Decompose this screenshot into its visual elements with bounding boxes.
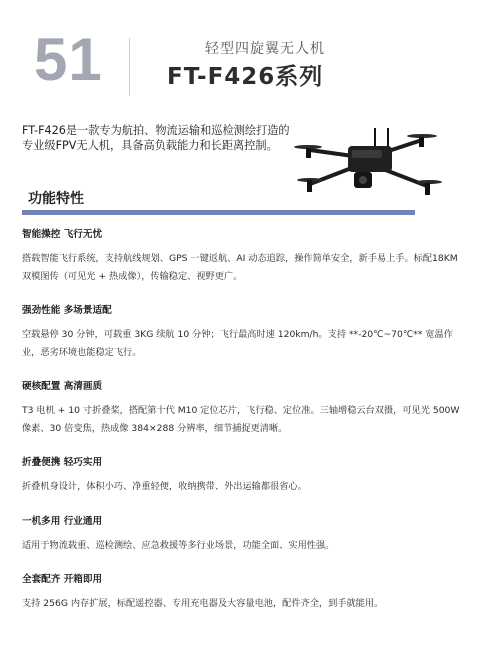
feature-heading: 智能操控 飞行无忧 xyxy=(22,229,103,240)
page-number: 51 xyxy=(34,26,103,93)
feature-heading: 硬核配置 高清画质 xyxy=(22,381,103,392)
feature-body: 折叠机身设计，体积小巧、净重轻便，收纳携带、外出运输都很省心。 xyxy=(22,481,307,492)
feature-item xyxy=(22,378,462,437)
section-title: 功能特性 xyxy=(28,191,84,207)
product-title: FT-F426系列 xyxy=(167,64,324,90)
intro-paragraph: FT-F426是一款专为航拍、物流运输和巡检测绘打造的专业级FPV无人机，具备高负载能力和长距离控制。 xyxy=(22,124,290,152)
feature-heading: 强劲性能 多场景适配 xyxy=(22,305,112,316)
feature-item xyxy=(22,513,462,555)
feature-body: 搭载智能飞行系统，支持航线规划、GPS 一键返航、AI 动态追踪，操作简单安全，新手易上手。标配18KM 双模图传（可见光 + 热成像），传输稳定、视野更广。 xyxy=(22,253,458,282)
feature-heading: 一机多用 行业通用 xyxy=(22,515,103,527)
features-list xyxy=(22,226,462,630)
feature-heading: 全套配齐 开箱即用 xyxy=(22,574,103,585)
feature-heading: 折叠便携 轻巧实用 xyxy=(22,457,103,468)
feature-body: 支持 256G 内存扩展，标配遥控器、专用充电器及大容量电池，配件齐全，到手就能用。 xyxy=(22,598,384,609)
header-divider xyxy=(129,38,130,96)
feature-item xyxy=(22,226,462,285)
product-subtitle: 轻型四旋翼无人机 xyxy=(205,41,325,57)
feature-body: 适用于物流载重、巡检测绘、应急救援等多行业场景，功能全面、实用性强。 xyxy=(22,539,335,551)
feature-item xyxy=(22,571,462,613)
feature-item xyxy=(22,302,462,361)
section-divider-bar xyxy=(22,210,415,215)
feature-body: 空载悬停 30 分钟，可载重 3KG 续航 10 分钟；飞行最高时速 120km/h。支持 **-20℃~70℃** 宽温作业，恶劣环境也能稳定飞行。 xyxy=(22,329,453,358)
feature-body: T3 电机 + 10 寸折叠桨，搭配第十代 M10 定位芯片，飞行稳、定位准。三轴增稳云台双摄，可见光 500W 像素、30 倍变焦，热成像 384×288 分辨率，细节捕捉更清晰。 xyxy=(22,405,460,434)
drone-image xyxy=(292,120,442,200)
feature-item xyxy=(22,454,462,496)
